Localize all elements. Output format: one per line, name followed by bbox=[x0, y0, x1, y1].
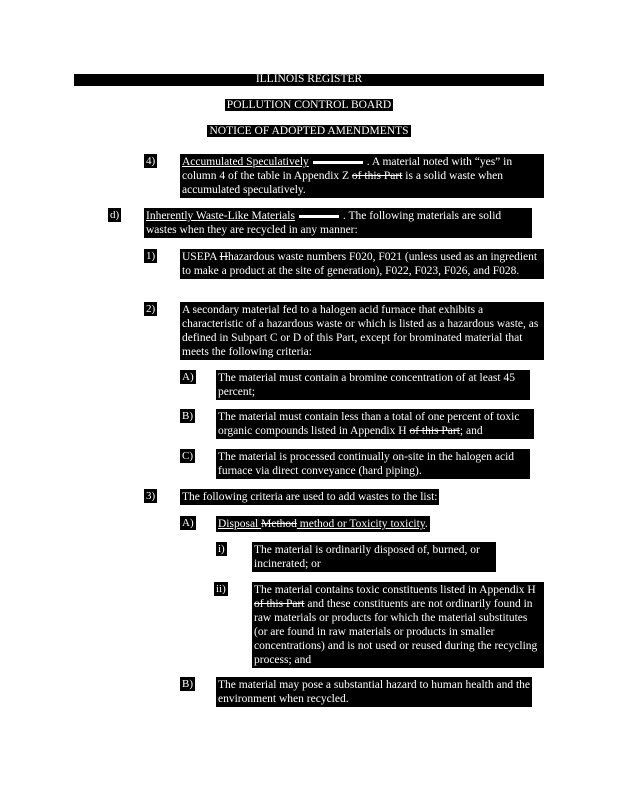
item-3A-number: A) bbox=[182, 517, 194, 529]
item-3B-text: The material may pose a substantial hazard to human health and the environment when recycled. bbox=[218, 679, 530, 705]
item-d-text: Inherently Waste-Like Materials . The following materials are solid wastes when they are recycled in any manner: bbox=[144, 208, 532, 238]
item-i-text: The material is ordinarily disposed of, burned, or incinerated; or bbox=[252, 542, 496, 572]
item-4-text: Accumulated Speculatively . A material noted with “yes” in column 4 of the table in Appendix Z of this Part is a solid waste when accumulated speculatively. bbox=[180, 154, 544, 198]
register-title: ILLINOIS REGISTER bbox=[255, 73, 363, 85]
item-2B-number: B) bbox=[182, 410, 193, 422]
item-2C-number: C) bbox=[182, 450, 193, 462]
item-3A-text: Disposal Method method or Toxicity toxicity. bbox=[218, 518, 428, 530]
item-2A-number: A) bbox=[182, 371, 194, 383]
item-i-number: i) bbox=[218, 543, 225, 555]
item-4-number: 4) bbox=[146, 155, 156, 167]
redaction-mark bbox=[299, 215, 339, 218]
item-2-number: 2) bbox=[146, 303, 156, 315]
item-3-number: 3) bbox=[146, 490, 156, 502]
redaction-mark bbox=[313, 161, 363, 164]
item-3B-number: B) bbox=[182, 678, 193, 690]
item-2A-text: The material must contain a bromine concentration of at least 45 percent; bbox=[216, 370, 530, 400]
notice-title: NOTICE OF ADOPTED AMENDMENTS bbox=[209, 125, 409, 137]
item-ii-number: ii) bbox=[216, 583, 226, 595]
board-title: POLLUTION CONTROL BOARD bbox=[226, 99, 392, 111]
item-2-text: A secondary material fed to a halogen acid furnace that exhibits a characteristic of a hazardous waste or which is listed as a hazardous waste, as defined in Subpart C or D of this Part, except for brominated material that meets the following criteria: bbox=[180, 302, 544, 360]
item-2B-text: The material must contain less than a total of one percent of toxic organic compounds listed in Appendix H of this Part; and bbox=[216, 409, 534, 439]
item-ii-text: The material contains toxic constituents listed in Appendix H of this Part and these constituents are not ordinarily found in raw materials or products for which the material substitutes (or are found in raw materials or products in smaller concentrations) and is not used or reused during the recycling process; and bbox=[252, 582, 544, 668]
item-1-number: 1) bbox=[146, 250, 156, 262]
item-1-text: USEPA Hhazardous waste numbers F020, F021 (unless used as an ingredient to make a product at the site of generation), F022, F023, F026, and F028. bbox=[180, 249, 544, 279]
item-2C-text: The material is processed continually on-site in the halogen acid furnace via direct conveyance (hard piping). bbox=[216, 449, 530, 479]
item-3-text: The following criteria are used to add wastes to the list: bbox=[182, 491, 438, 503]
item-d-number: d) bbox=[110, 209, 120, 221]
